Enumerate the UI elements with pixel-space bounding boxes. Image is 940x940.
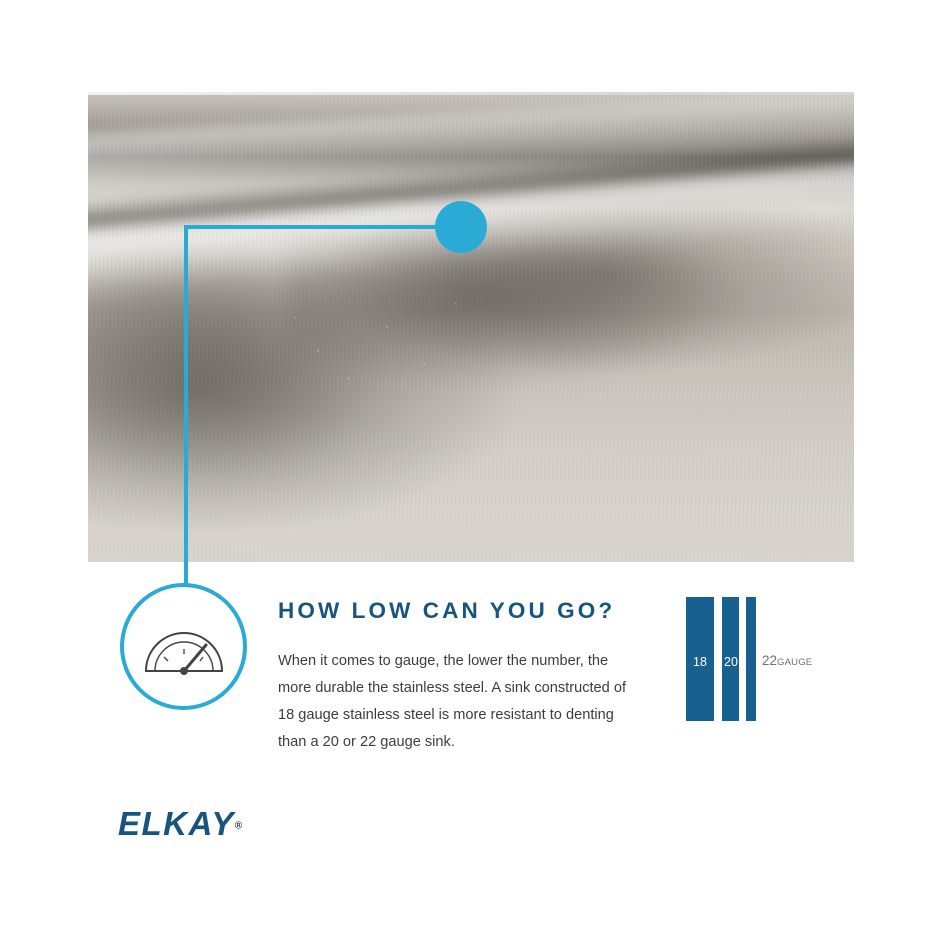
gauge-bar-22 — [746, 597, 756, 721]
water-specks — [88, 92, 854, 562]
steel-top-edge — [88, 92, 854, 95]
gauge-note-number: 22 — [762, 653, 778, 668]
page-title: HOW LOW CAN YOU GO? — [278, 598, 616, 623]
elkay-logo — [118, 805, 288, 843]
hero-image — [88, 92, 854, 562]
body-text: When it comes to gauge, the lower the number, the more durable the stainless steel. A sink constructed of 18 gauge stainless steel is more resistant to denting than a 20 or 22 gauge sink. — [278, 653, 627, 750]
gauge-bar-chart — [686, 597, 866, 721]
gauge-bar-label-20: 20 — [724, 655, 738, 669]
logo-registered-mark: ® — [234, 820, 243, 832]
gauge-icon-badge — [120, 583, 247, 710]
gauge-note-word: GAUGE — [777, 657, 813, 668]
gauge-meter-icon — [142, 617, 226, 677]
gauge-note — [762, 653, 812, 668]
logo-wordmark: ELKAY — [118, 805, 235, 842]
gauge-bar-label-18: 18 — [693, 655, 707, 669]
